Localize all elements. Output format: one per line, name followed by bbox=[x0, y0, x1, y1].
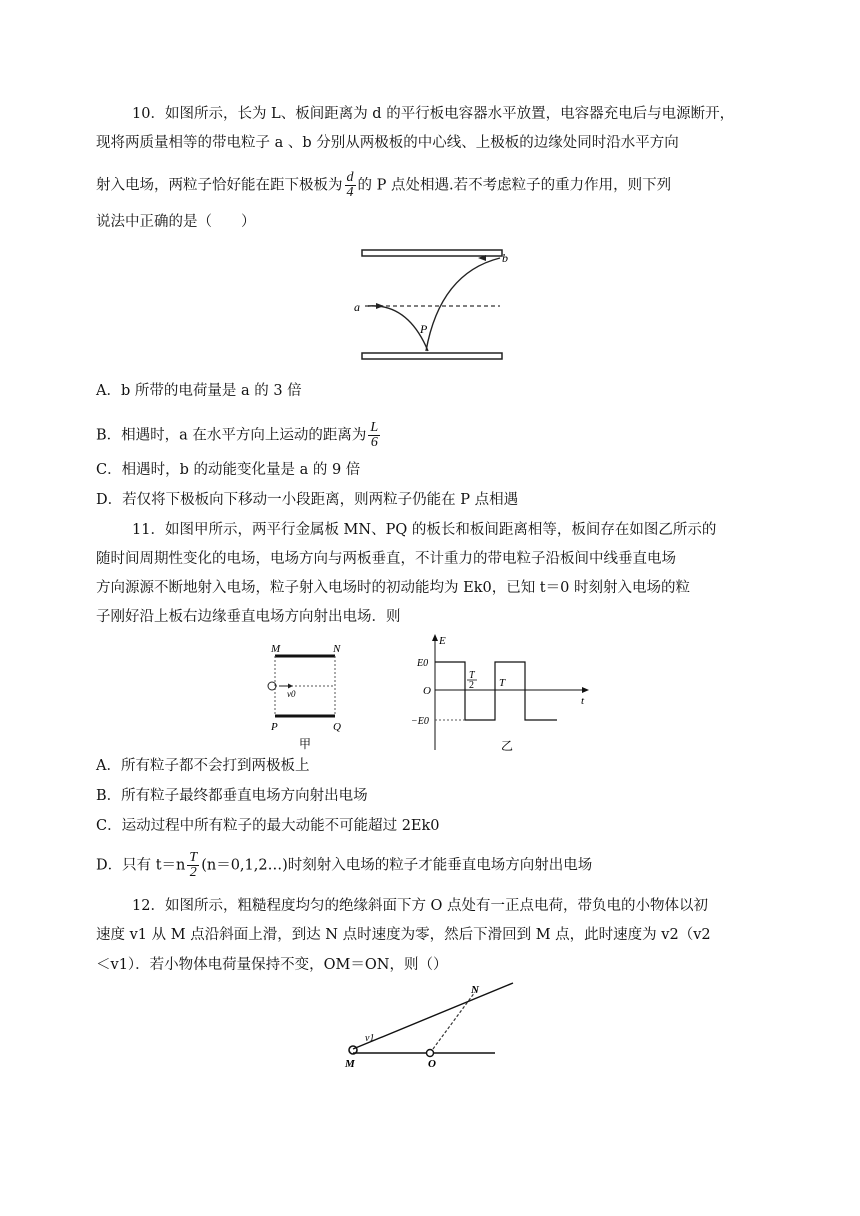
q11-option-c: C．运动过程中所有粒子的最大动能不可能超过 2Ek0 bbox=[96, 818, 440, 834]
q10-line-2: 现将两质量相等的带电粒子 a 、b 分别从两极板的中心线、上极板的边缘处同时沿水平方向 bbox=[96, 135, 679, 151]
svg-text:2: 2 bbox=[469, 680, 474, 691]
q10-line-3a: 射入电场，两粒子恰好能在距下极板为 bbox=[96, 177, 343, 194]
svg-text:M: M bbox=[271, 643, 281, 655]
svg-text:M: M bbox=[345, 1058, 355, 1070]
q10-option-c: C．相遇时，b 的动能变化量是 a 的 9 倍 bbox=[96, 462, 361, 478]
svg-text:t: t bbox=[581, 695, 585, 707]
q11-figure-yi bbox=[395, 632, 600, 757]
svg-text:O: O bbox=[428, 1058, 436, 1070]
arrow-a bbox=[376, 303, 384, 309]
q10-option-b: B．相遇时，a 在水平方向上运动的距离为 $\frac{L}{6}$ bbox=[96, 420, 379, 450]
svg-text:N: N bbox=[333, 643, 341, 655]
q11-option-d: D．只有 t＝n $\frac{T}{2}$ (n＝0,1,2…)时刻射入电场的粒子才能垂直电场方向射出电场 bbox=[96, 850, 593, 880]
label-b: b bbox=[502, 251, 508, 265]
q11-line-1: 11．如图甲所示，两平行金属板 MN、PQ 的板长和板间距离相等，板间存在如图乙所示的 bbox=[132, 522, 717, 538]
q11-option-a: A．所有粒子都不会打到两极板上 bbox=[96, 758, 310, 774]
q10-option-a: A．b 所带的电荷量是 a 的 3 倍 bbox=[96, 383, 302, 399]
lower-plate bbox=[362, 353, 502, 359]
svg-text:E: E bbox=[439, 635, 446, 647]
q11-option-b: B．所有粒子最终都垂直电场方向射出电场 bbox=[96, 788, 368, 804]
svg-text:T: T bbox=[469, 670, 475, 681]
q10-fraction-L-over-6: $\frac{L}{6}$ bbox=[370, 420, 379, 450]
svg-text:E0: E0 bbox=[417, 658, 429, 669]
svg-text:−E0: −E0 bbox=[411, 716, 429, 727]
svg-text:T: T bbox=[499, 677, 506, 689]
q12-line-1: 12．如图所示，粗糙程度均匀的绝缘斜面下方 O 点处有一正点电荷，带负电的小物体以初 bbox=[132, 898, 709, 914]
label-a: a bbox=[354, 300, 360, 314]
q12-figure bbox=[335, 975, 520, 1075]
svg-text:甲: 甲 bbox=[299, 737, 312, 751]
svg-text:v1: v1 bbox=[365, 1033, 375, 1044]
svg-text:P: P bbox=[271, 721, 278, 733]
q12-line-3: ＜v1）．若小物体电荷量保持不变，OM＝ON，则（） bbox=[96, 957, 448, 973]
svg-text:v0: v0 bbox=[287, 689, 296, 699]
label-P: P bbox=[420, 322, 428, 336]
trajectory-a bbox=[368, 306, 428, 351]
q10-option-d: D．若仅将下极板向下移动一小段距离，则两粒子仍能在 P 点相遇 bbox=[96, 492, 519, 508]
q11-line-3: 方向源源不断地射入电场，粒子射入电场时的初动能均为 Ek0，已知 t＝0 时刻射入电场的粒 bbox=[96, 580, 690, 596]
svg-text:O: O bbox=[423, 685, 431, 697]
q11-line-4: 子刚好沿上板右边缘垂直电场方向射出电场．则 bbox=[96, 609, 401, 625]
q10-line-3b: 的 P 点处相遇.若不考虑粒子的重力作用，则下列 bbox=[357, 177, 672, 194]
q10-line-3 bbox=[96, 171, 671, 200]
q10-fraction-d-over-4: $\frac{d}{4}$ bbox=[346, 170, 354, 200]
q10-line-4: 说法中正确的是（ ） bbox=[96, 214, 256, 230]
q10-figure bbox=[350, 243, 520, 368]
q11-fraction-T-over-2: $\frac{T}{2}$ bbox=[189, 850, 198, 880]
svg-text:乙: 乙 bbox=[501, 739, 514, 753]
trajectory-b bbox=[426, 258, 500, 351]
svg-text:N: N bbox=[471, 984, 479, 996]
q11-figure-jia bbox=[255, 640, 355, 755]
upper-plate bbox=[362, 250, 502, 256]
svg-text:Q: Q bbox=[333, 721, 341, 733]
q12-line-2: 速度 v1 从 M 点沿斜面上滑，到达 N 点时速度为零，然后下滑回到 M 点，此时速度为 v2（v2 bbox=[96, 927, 711, 943]
q11-line-2: 随时间周期性变化的电场，电场方向与两板垂直，不计重力的带电粒子沿板间中线垂直电场 bbox=[96, 551, 676, 567]
q10-line-1: 10．如图所示，长为 L、板间距离为 d 的平行板电容器水平放置，电容器充电后与电源断开， bbox=[132, 106, 735, 122]
